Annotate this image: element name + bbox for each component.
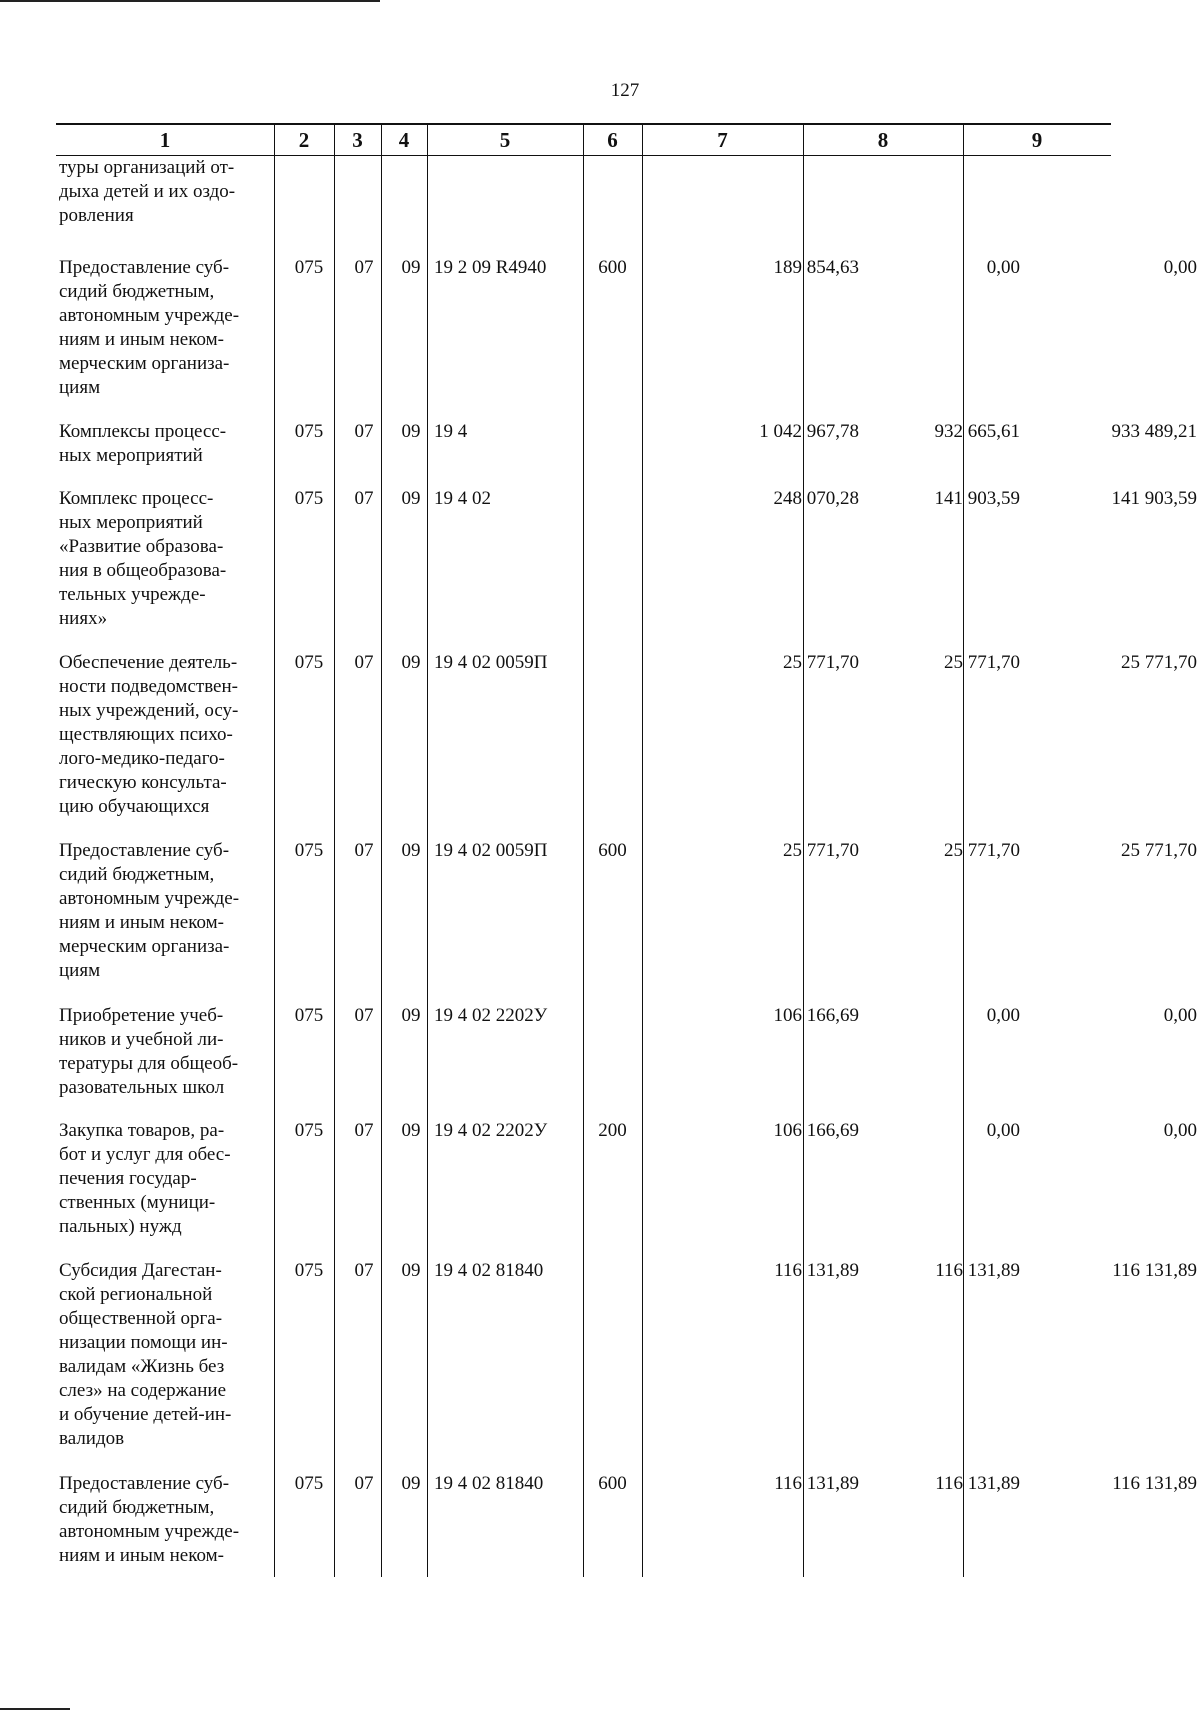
description-line: дыха детей и их оздо- <box>59 181 236 202</box>
header-col-2: 2 <box>298 128 310 152</box>
cell-amount-col8: 0,00 <box>986 257 1020 278</box>
description-line: сидий бюджетным, <box>59 1497 215 1518</box>
header-col-5: 5 <box>499 128 511 152</box>
cell-amount-col8: 0,00 <box>986 1005 1020 1026</box>
description-line: цию обучающихся <box>59 796 210 817</box>
description-line: Закупка товаров, ра- <box>59 1120 225 1141</box>
cell-subsection: 09 <box>401 488 421 509</box>
cell-ministry-code: 075 <box>294 652 324 673</box>
cell-amount-col8: 25 771,70 <box>944 652 1020 673</box>
cell-amount-col9: 0,00 <box>1163 1120 1197 1141</box>
header-col-3: 3 <box>352 128 363 152</box>
cell-subsection: 09 <box>401 421 421 442</box>
scan-edge-bottom <box>0 1708 70 1710</box>
description-line: общественной орга- <box>59 1308 223 1329</box>
cell-section: 07 <box>354 257 374 278</box>
description-line: ственных (муници- <box>59 1192 216 1213</box>
cell-section: 07 <box>354 488 374 509</box>
description-line: валидам «Жизнь без <box>59 1356 225 1377</box>
cell-amount-col9: 0,00 <box>1163 257 1197 278</box>
cell-section: 07 <box>354 421 374 442</box>
cell-amount-col9: 25 771,70 <box>1121 840 1197 861</box>
header-col-4: 4 <box>398 128 410 152</box>
row-description <box>59 1119 269 1239</box>
cell-amount-col8: 932 665,61 <box>934 421 1020 442</box>
row-description <box>59 1259 269 1451</box>
cell-section: 07 <box>354 1473 374 1494</box>
row-description <box>59 651 269 819</box>
cell-section: 07 <box>354 1005 374 1026</box>
description-line: циям <box>59 960 101 981</box>
scan-edge-top <box>0 0 380 2</box>
description-line: ния в общеобразова- <box>59 560 227 581</box>
cell-ministry-code: 075 <box>294 421 324 442</box>
cell-amount-col7: 189 854,63 <box>773 257 859 278</box>
budget-table <box>56 123 1197 1577</box>
cell-ministry-code: 075 <box>294 1005 324 1026</box>
header-col-9: 9 <box>1031 128 1043 152</box>
cell-ministry-code: 075 <box>294 488 324 509</box>
cell-target-article: 19 4 02 2202У <box>434 1120 548 1141</box>
description-line: сидий бюджетным, <box>59 281 215 302</box>
column-divider <box>274 125 275 1577</box>
description-line: ников и учебной ли- <box>59 1029 224 1050</box>
cell-target-article: 19 4 02 81840 <box>434 1260 544 1281</box>
description-line: Предоставление суб- <box>59 257 230 278</box>
cell-amount-col9: 0,00 <box>1163 1005 1197 1026</box>
header-col-8: 8 <box>877 128 889 152</box>
description-line: гическую консульта- <box>59 772 227 793</box>
cell-section: 07 <box>354 1120 374 1141</box>
cell-amount-col7: 25 771,70 <box>783 652 859 673</box>
cell-target-article: 19 4 <box>434 421 468 442</box>
cell-amount-col7: 106 166,69 <box>773 1120 859 1141</box>
description-line: печения государ- <box>59 1168 197 1189</box>
cell-amount-col8: 141 903,59 <box>934 488 1020 509</box>
description-line: низации помощи ин- <box>59 1332 228 1353</box>
cell-amount-col7: 1 042 967,78 <box>759 421 859 442</box>
cell-amount-col7: 116 131,89 <box>774 1473 859 1494</box>
description-line: валидов <box>59 1428 125 1449</box>
cell-amount-col9: 116 131,89 <box>1112 1473 1197 1494</box>
cell-amount-col7: 248 070,28 <box>773 488 859 509</box>
description-line: ных учреждений, осу- <box>59 700 239 721</box>
cell-target-article: 19 4 02 81840 <box>434 1473 544 1494</box>
description-line: тельных учрежде- <box>59 584 206 605</box>
cell-ministry-code: 075 <box>294 1473 324 1494</box>
description-line: ных мероприятий <box>59 445 203 466</box>
cell-ministry-code: 075 <box>294 1260 324 1281</box>
header-col-1: 1 <box>159 128 171 152</box>
description-line: Комплекс процесс- <box>59 488 214 509</box>
description-line: ровления <box>59 205 134 226</box>
table-header <box>56 125 1111 156</box>
description-line: и обучение детей-ин- <box>59 1404 232 1425</box>
cell-expense-type: 600 <box>598 840 627 861</box>
row-description <box>59 487 269 631</box>
cell-target-article: 19 4 02 <box>434 488 491 509</box>
cell-amount-col8: 25 771,70 <box>944 840 1020 861</box>
description-line: мерческим организа- <box>59 936 230 957</box>
cell-target-article: 19 4 02 0059П <box>434 840 548 861</box>
description-line: Предоставление суб- <box>59 1473 230 1494</box>
header-col-7: 7 <box>717 128 728 152</box>
cell-target-article: 19 4 02 2202У <box>434 1005 548 1026</box>
description-line: Комплексы процесс- <box>59 421 227 442</box>
cell-section: 07 <box>354 652 374 673</box>
cell-amount-col9: 933 489,21 <box>1111 421 1197 442</box>
row-description <box>59 256 269 400</box>
description-line: Приобретение учеб- <box>59 1005 224 1026</box>
description-line: мерческим организа- <box>59 353 230 374</box>
cell-ministry-code: 075 <box>294 257 324 278</box>
row-description <box>59 156 269 228</box>
cell-ministry-code: 075 <box>294 1120 324 1141</box>
description-line: лого-медико-педаго- <box>59 748 225 769</box>
column-divider <box>334 125 335 1577</box>
page-number: 127 <box>610 80 640 101</box>
cell-amount-col8: 116 131,89 <box>935 1260 1020 1281</box>
description-line: Субсидия Дагестан- <box>59 1260 222 1281</box>
cell-amount-col8: 116 131,89 <box>935 1473 1020 1494</box>
cell-expense-type: 200 <box>598 1120 627 1141</box>
cell-amount-col7: 116 131,89 <box>774 1260 859 1281</box>
cell-subsection: 09 <box>401 1005 421 1026</box>
cell-amount-col9: 116 131,89 <box>1112 1260 1197 1281</box>
row-description <box>59 839 269 983</box>
description-line: ниям и иным неком- <box>59 1545 224 1566</box>
cell-amount-col8: 0,00 <box>986 1120 1020 1141</box>
cell-amount-col7: 106 166,69 <box>773 1005 859 1026</box>
cell-amount-col7: 25 771,70 <box>783 840 859 861</box>
description-line: слез» на содержание <box>59 1380 227 1401</box>
header-col-6: 6 <box>607 128 618 152</box>
description-line: ской региональной <box>59 1284 213 1305</box>
description-line: ности подведомствен- <box>59 676 238 697</box>
row-description <box>59 420 269 468</box>
cell-expense-type: 600 <box>598 1473 627 1494</box>
cell-amount-col9: 141 903,59 <box>1111 488 1197 509</box>
cell-subsection: 09 <box>401 257 421 278</box>
cell-ministry-code: 075 <box>294 840 324 861</box>
cell-subsection: 09 <box>401 1120 421 1141</box>
description-line: сидий бюджетным, <box>59 864 215 885</box>
description-line: ниям и иным неком- <box>59 329 224 350</box>
cell-subsection: 09 <box>401 840 421 861</box>
row-description <box>59 1472 269 1568</box>
description-line: ных мероприятий <box>59 512 203 533</box>
cell-subsection: 09 <box>401 1473 421 1494</box>
row-description <box>59 1004 269 1100</box>
description-line: ществляющих психо- <box>59 724 233 745</box>
cell-expense-type: 600 <box>598 257 627 278</box>
description-line: автономным учрежде- <box>59 1521 240 1542</box>
description-line: пальных) нужд <box>59 1216 182 1237</box>
description-line: автономным учрежде- <box>59 305 240 326</box>
description-line: автономным учрежде- <box>59 888 240 909</box>
description-line: бот и услуг для обес- <box>59 1144 231 1165</box>
description-line: ниям и иным неком- <box>59 912 224 933</box>
cell-subsection: 09 <box>401 652 421 673</box>
description-line: циям <box>59 377 101 398</box>
description-line: Предоставление суб- <box>59 840 230 861</box>
description-line: ниях» <box>59 608 108 629</box>
cell-target-article: 19 4 02 0059П <box>434 652 548 673</box>
cell-amount-col9: 25 771,70 <box>1121 652 1197 673</box>
description-line: тературы для общеоб- <box>59 1053 239 1074</box>
cell-subsection: 09 <box>401 1260 421 1281</box>
cell-section: 07 <box>354 1260 374 1281</box>
description-line: Обеспечение деятель- <box>59 652 238 673</box>
cell-target-article: 19 2 09 R4940 <box>434 257 547 278</box>
description-line: туры организаций от- <box>59 157 235 178</box>
description-line: разовательных школ <box>59 1077 225 1098</box>
cell-section: 07 <box>354 840 374 861</box>
description-line: «Развитие образова- <box>59 536 224 557</box>
